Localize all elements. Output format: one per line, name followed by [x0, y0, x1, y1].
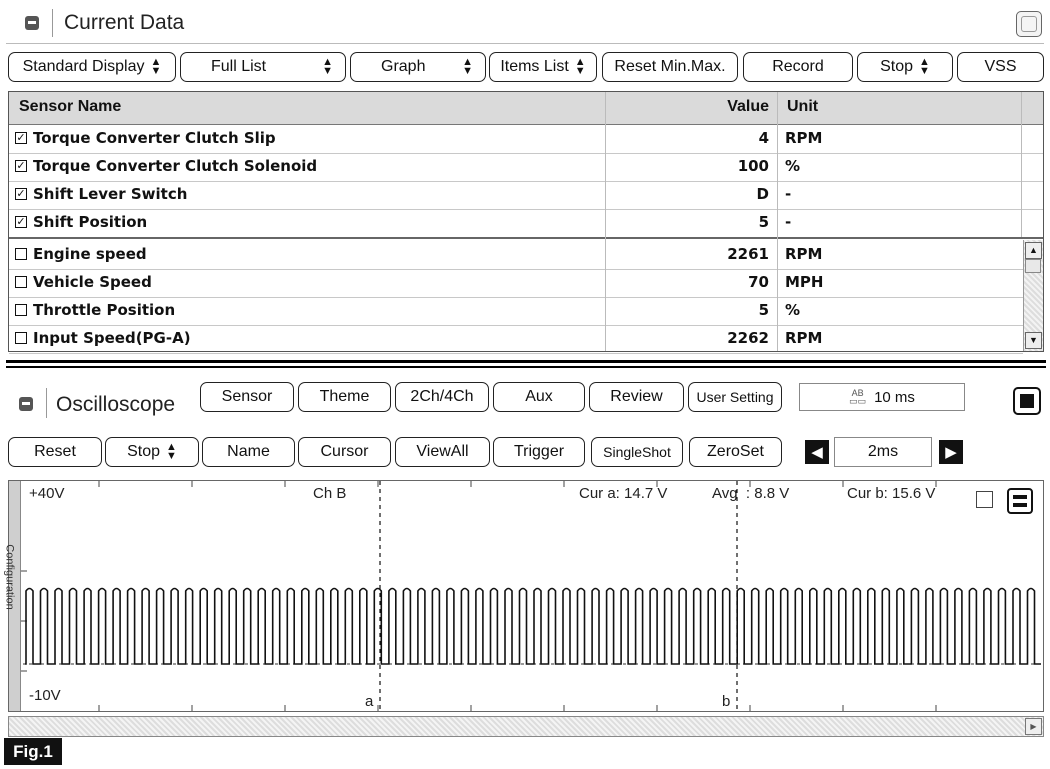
osc-button-label: Theme [319, 388, 370, 405]
time-div-increase-icon[interactable]: ▶ [939, 440, 963, 464]
sensor-value: D [756, 185, 769, 203]
osc-reset-button[interactable] [8, 437, 102, 467]
timebase-icon: AB ▭▭ [849, 388, 867, 406]
table-row[interactable] [9, 297, 1023, 326]
sensor-unit: % [785, 157, 801, 175]
checked-checkbox-icon[interactable]: ✓ [16, 187, 26, 200]
sensor-name: Torque Converter Clutch Solenoid [33, 157, 318, 175]
cursor-b-marker[interactable]: b [722, 693, 731, 710]
osc-button-label: Review [610, 388, 663, 405]
osc-cursor-button[interactable] [298, 437, 391, 467]
vss-button[interactable] [957, 52, 1044, 82]
standard-display-select-label: Standard Display [22, 58, 145, 75]
window-toggle-icon[interactable] [1016, 11, 1042, 37]
cursor-b-readout: Cur b: 15.6 V [847, 485, 936, 502]
scroll-thumb[interactable] [1025, 259, 1041, 273]
stop-select[interactable] [857, 52, 953, 82]
table-row[interactable] [9, 125, 1043, 154]
col-value: Value [727, 98, 769, 115]
caret-icon: ▲ ▼ [574, 56, 586, 77]
waveform-canvas [9, 481, 1043, 711]
timebase-value: 10 ms [874, 388, 915, 406]
sensor-unit: RPM [785, 245, 823, 263]
figure-label: Fig.1 [4, 738, 62, 765]
osc-aux-button[interactable] [493, 382, 585, 412]
osc-header-separator [46, 388, 47, 418]
scroll-right-icon[interactable]: ▶ [1025, 718, 1042, 735]
osc-button-label: Trigger [513, 443, 565, 460]
horizontal-scrollbar[interactable] [8, 716, 1044, 737]
configuration-side-tab-label: Configuration [3, 544, 16, 610]
checked-checkbox-icon[interactable]: ✓ [16, 131, 26, 144]
osc-button-label: SingleShot [603, 444, 671, 460]
reset-min-max-button[interactable] [602, 52, 738, 82]
oscilloscope-display[interactable] [3, 480, 1044, 712]
sensor-name: Input Speed(PG-A) [33, 329, 191, 347]
table-scrollbar[interactable] [1023, 240, 1043, 351]
sensor-name: Shift Lever Switch [33, 185, 188, 203]
sensor-value: 4 [758, 129, 769, 147]
osc-button-label: Stop [127, 443, 161, 460]
sensor-value: 100 [737, 157, 769, 175]
scope-menu-icon[interactable] [1007, 488, 1033, 514]
checked-checkbox-icon[interactable]: ✓ [16, 215, 26, 228]
full-list-select-label: Full List [211, 58, 267, 75]
scroll-down-icon[interactable]: ▼ [1025, 332, 1042, 349]
table-row[interactable] [9, 181, 1043, 210]
cursor-a-readout: Cur a: 14.7 V [579, 485, 668, 502]
panel-divider-bottom [6, 366, 1046, 368]
osc-trigger-button[interactable] [493, 437, 585, 467]
stop-square-icon[interactable] [1013, 387, 1041, 415]
osc-button-label: User Setting [696, 389, 774, 405]
cursor-a-marker[interactable]: a [365, 693, 374, 710]
col-divider-2 [777, 92, 778, 351]
standard-display-select[interactable] [8, 52, 176, 82]
items-list-select[interactable] [489, 52, 597, 82]
col-sensor-name: Sensor Name [19, 98, 122, 115]
osc-stop-button[interactable] [105, 437, 199, 467]
panel-divider-top [6, 360, 1046, 363]
osc-button-label: ViewAll [416, 443, 469, 460]
unchecked-checkbox-icon[interactable] [15, 332, 27, 344]
table-row[interactable] [9, 241, 1023, 270]
current-data-header [6, 3, 1044, 44]
y-min-label: -10V [29, 687, 61, 704]
caret-icon: ▲ ▼ [322, 56, 333, 77]
osc-button-label: Sensor [221, 388, 273, 405]
reset-min-max-button-label: Reset Min.Max. [614, 58, 726, 75]
sensor-name: Shift Position [33, 213, 148, 231]
osc-review-button[interactable] [589, 382, 684, 412]
caret-icon: ▲ ▼ [919, 56, 930, 77]
sensor-unit: % [785, 301, 801, 319]
table-header [9, 92, 1043, 125]
sensor-value: 2262 [727, 329, 769, 347]
osc-button-label: Reset [34, 443, 76, 460]
osc-button-label: Aux [525, 388, 553, 405]
osc-2ch-4ch-button[interactable] [395, 382, 489, 412]
sensor-unit: MPH [785, 273, 824, 291]
osc-sensor-button[interactable] [200, 382, 294, 412]
osc-button-label: 2Ch/4Ch [410, 388, 474, 405]
osc-button-label: Name [227, 443, 270, 460]
sensor-value: 5 [758, 213, 769, 231]
graph-select-label: Graph [381, 58, 426, 75]
full-list-select[interactable] [180, 52, 346, 82]
scope-checkbox[interactable] [976, 491, 993, 508]
caret-icon: ▲ ▼ [166, 441, 177, 462]
osc-zeroset-button[interactable] [689, 437, 782, 467]
sensor-unit: - [785, 213, 792, 231]
table-row[interactable] [9, 325, 1023, 354]
osc-singleshot-button[interactable] [591, 437, 683, 467]
oscilloscope-title: Oscilloscope [56, 393, 176, 416]
items-list-select-label: Items List [500, 58, 569, 75]
osc-viewall-button[interactable] [395, 437, 490, 467]
sensor-value: 5 [758, 301, 769, 319]
time-div-decrease-icon[interactable]: ◀ [805, 440, 829, 464]
sensor-value: 2261 [727, 245, 769, 263]
sensor-name: Throttle Position [33, 301, 176, 319]
sensor-name: Vehicle Speed [33, 273, 152, 291]
vss-button-label: VSS [984, 58, 1017, 75]
graph-select[interactable] [350, 52, 486, 82]
sensor-table [8, 91, 1044, 352]
osc-user-setting-button[interactable] [688, 382, 782, 412]
record-button-label: Record [772, 58, 824, 75]
average-readout: Avg : 8.8 V [712, 485, 790, 502]
osc-name-button[interactable] [202, 437, 295, 467]
header-separator [52, 9, 53, 37]
table-row[interactable] [9, 269, 1023, 298]
sensor-unit: RPM [785, 129, 823, 147]
unchecked-checkbox-icon[interactable] [15, 304, 27, 316]
osc-button-label: ZeroSet [707, 443, 764, 460]
timebase-readout[interactable] [799, 383, 965, 411]
collapse-current-data-icon[interactable] [25, 16, 39, 30]
fixed-rows-divider [9, 237, 1043, 239]
sensor-name: Torque Converter Clutch Slip [33, 129, 276, 147]
sensor-name: Engine speed [33, 245, 147, 263]
osc-theme-button[interactable] [298, 382, 391, 412]
col-divider-1 [605, 92, 606, 351]
col-divider-3 [1021, 92, 1022, 237]
time-div-value: 2ms [867, 443, 899, 460]
record-button[interactable] [743, 52, 853, 82]
unchecked-checkbox-icon[interactable] [15, 248, 27, 260]
checked-checkbox-icon[interactable]: ✓ [16, 159, 26, 172]
table-row[interactable] [9, 209, 1043, 238]
stop-select-label: Stop [880, 58, 914, 75]
waveform-trace [25, 589, 1041, 665]
sensor-unit: - [785, 185, 792, 203]
timebase-icon-text: AB [851, 388, 864, 398]
scroll-up-icon[interactable]: ▲ [1025, 242, 1042, 259]
sensor-value: 70 [748, 273, 769, 291]
current-data-title: Current Data [64, 11, 185, 34]
table-row[interactable] [9, 153, 1043, 182]
y-max-label: +40V [29, 485, 65, 502]
unchecked-checkbox-icon[interactable] [15, 276, 27, 288]
col-unit: Unit [787, 98, 819, 115]
sensor-unit: RPM [785, 329, 823, 347]
caret-icon: ▲ ▼ [150, 56, 162, 77]
channel-label: Ch B [313, 485, 347, 502]
time-div-field [834, 437, 932, 467]
caret-icon: ▲ ▼ [462, 56, 473, 77]
osc-button-label: Cursor [320, 443, 369, 460]
collapse-oscilloscope-icon[interactable] [19, 397, 33, 411]
